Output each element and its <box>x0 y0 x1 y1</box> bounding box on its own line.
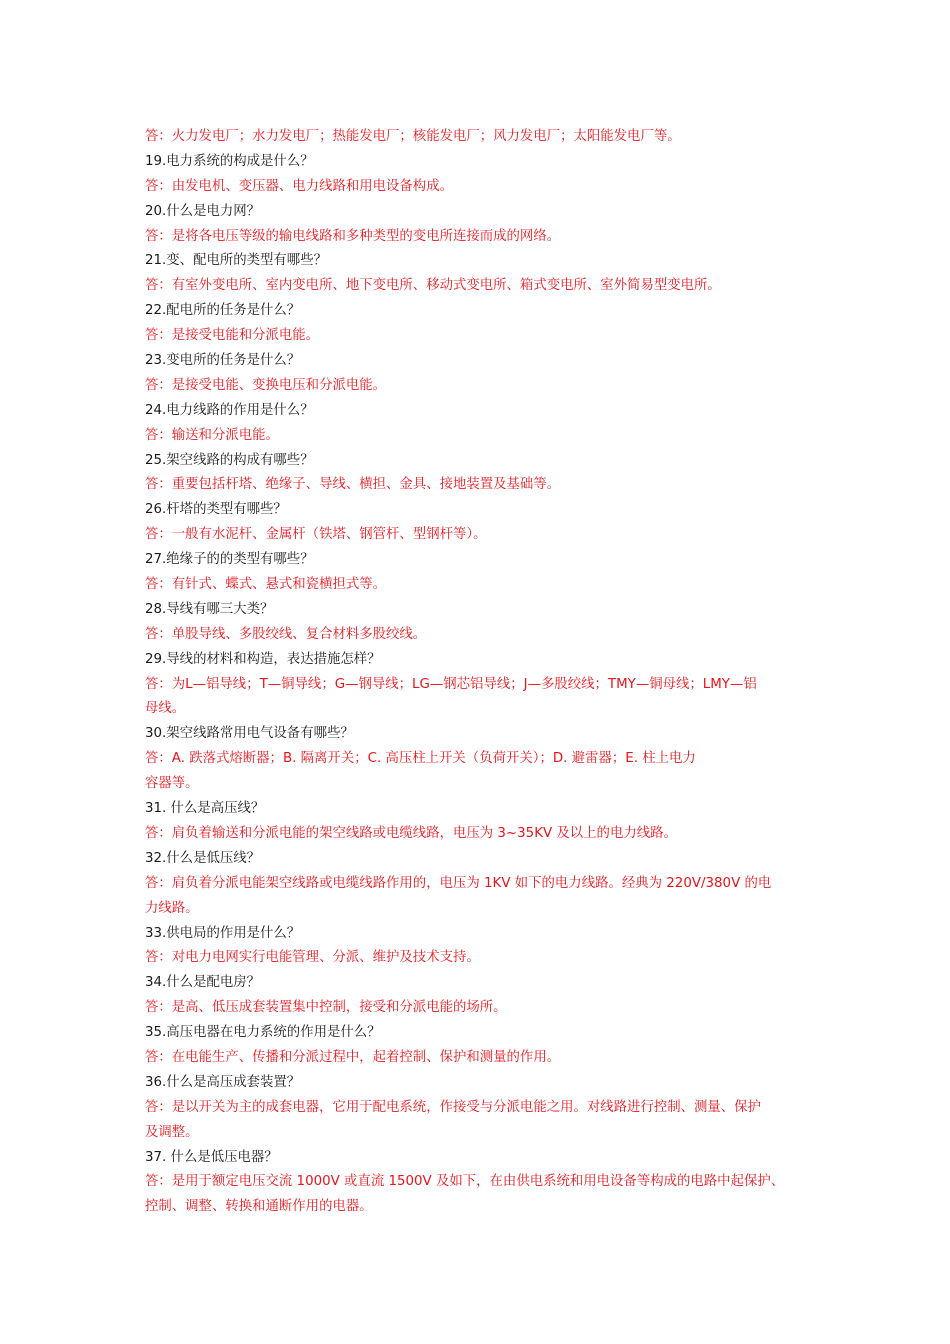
question-line: 26.杆塔的类型有哪些？ <box>145 502 287 518</box>
answer-line: 答：肩负着分派电能架空线路或电缆线路作用的，电压为 1KV 如下的电力线路。经典为 220V/380V 的电 <box>145 875 772 891</box>
question-line: 27.绝缘子的的类型有哪些？ <box>145 552 314 568</box>
answer-line: 答：肩负着输送和分派电能的架空线路或电缆线路，电压为 3~35KV 及以上的电力线路。 <box>145 825 677 841</box>
question-line: 25.架空线路的构成有哪些？ <box>145 452 314 468</box>
question-line: 20.什么是电力网？ <box>145 203 261 219</box>
answer-line: 答：有室外变电所、室内变电所、地下变电所、移动式变电所、箱式变电所、室外简易型变电所。 <box>145 278 721 294</box>
answer-line: 答：是高、低压成套装置集中控制，接受和分派电能的场所。 <box>145 1000 507 1016</box>
question-line: 32.什么是低压线？ <box>145 850 261 866</box>
answer-line: 答：有针式、蝶式、悬式和瓷横担式等。 <box>145 577 387 593</box>
question-line: 31. 什么是高压线？ <box>145 801 265 817</box>
question-line: 33.供电局的作用是什么？ <box>145 925 301 941</box>
answer-line: 答：A. 跌落式熔断器；B. 隔离开关；C. 高压柱上开关（负荷开关）；D. 避雷器；E. 柱上电力 <box>145 751 696 767</box>
answer-line: 答：由发电机、变压器、电力线路和用电设备构成。 <box>145 178 453 194</box>
question-line: 28.导线有哪三大类？ <box>145 601 274 617</box>
answer-line: 及调整。 <box>145 1124 199 1140</box>
question-line: 37. 什么是低压电器？ <box>145 1149 278 1165</box>
answer-line: 答：重要包括杆塔、绝缘子、导线、横担、金具、接地装置及基础等。 <box>145 477 561 493</box>
answer-line: 答：是将各电压等级的输电线路和多种类型的变电所连接而成的网络。 <box>145 228 561 244</box>
answer-line: 答：是接受电能、变换电压和分派电能。 <box>145 377 387 393</box>
question-line: 24.电力线路的作用是什么？ <box>145 402 314 418</box>
answer-line: 力线路。 <box>145 900 199 916</box>
answer-line: 答：单股导线、多股绞线、复合材料多股绞线。 <box>145 626 427 642</box>
answer-line: 答：是以开关为主的成套电器，它用于配电系统，作接受与分派电能之用。对线路进行控制、测量、保护 <box>145 1099 761 1115</box>
answer-line: 答：输送和分派电能。 <box>145 427 279 443</box>
qa-content <box>145 125 825 1220</box>
answer-line: 答：对电力电网实行电能管理、分派、维护及技术支持。 <box>145 950 480 966</box>
question-line: 30.架空线路常用电气设备有哪些？ <box>145 726 354 742</box>
answer-line: 答：一般有水泥杆、金属杆（铁塔、钢管杆、型钢杆等）。 <box>145 527 487 543</box>
question-line: 34.什么是配电房？ <box>145 975 261 991</box>
answer-line: 母线。 <box>145 701 186 717</box>
answer-line: 答：是接受电能和分派电能。 <box>145 328 320 344</box>
question-line: 29.导线的材料和构造，表达措施怎样？ <box>145 651 381 667</box>
question-line: 19.电力系统的构成是什么？ <box>145 153 314 169</box>
question-line: 22.配电所的任务是什么？ <box>145 303 301 319</box>
answer-line: 答：是用于额定电压交流 1000V 或直流 1500V 及如下，在由供电系统和用电设备等构成的电路中起保护、 <box>145 1174 785 1190</box>
question-line: 35.高压电器在电力系统的作用是什么？ <box>145 1025 381 1041</box>
answer-line: 答：火力发电厂；水力发电厂；热能发电厂；核能发电厂；风力发电厂；太阳能发电厂等。 <box>145 129 681 144</box>
answer-line: 答：在电能生产、传播和分派过程中，起着控制、保护和测量的作用。 <box>145 1049 561 1065</box>
answer-line: 控制、调整、转换和通断作用的电器。 <box>145 1199 373 1215</box>
answer-line: 容器等。 <box>145 776 199 792</box>
answer-line: 答：为L—铝导线；T—铜导线；G—钢导线；LG—钢芯铝导线；J—多股绞线；TMY—铜母线；LMY—铝 <box>145 676 757 692</box>
question-line: 21.变、配电所的类型有哪些？ <box>145 253 327 269</box>
question-line: 23.变电所的任务是什么？ <box>145 353 301 369</box>
question-line: 36.什么是高压成套装置？ <box>145 1074 301 1090</box>
